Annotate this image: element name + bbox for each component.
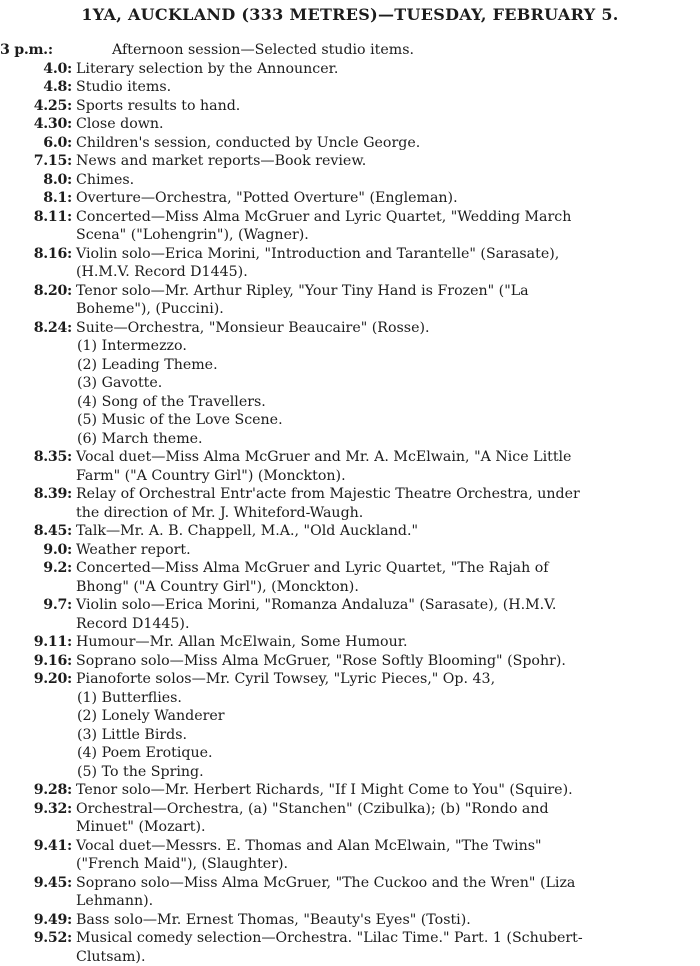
program-time: 9.49: [0, 911, 72, 930]
program-description: Concerted—Miss Alma McGruer and Lyric Quartet, "Wedding March [76, 208, 698, 227]
program-entry [0, 670, 700, 781]
program-line [0, 448, 700, 467]
program-description: (5) Music of the Love Scene. [77, 411, 698, 430]
program-description: Tenor solo—Mr. Arthur Ripley, "Your Tiny Hand is Frozen" ("La [76, 282, 698, 301]
program-schedule [0, 41, 700, 966]
program-entry [0, 134, 700, 153]
program-time: 3 p.m.: [0, 41, 53, 60]
program-description: Violin solo—Erica Morini, "Romanza Andaluza" (Sarasate), (H.M.V. [76, 596, 698, 615]
program-line [0, 800, 700, 819]
program-line [0, 263, 700, 282]
program-description: Relay of Orchestral Entr'acte from Majestic Theatre Orchestra, under [76, 485, 698, 504]
program-entry [0, 781, 700, 800]
program-entry [0, 929, 700, 966]
program-entry [0, 41, 700, 60]
program-description: Lehmann). [76, 892, 698, 911]
program-description: Record D1445). [76, 615, 698, 634]
program-entry [0, 633, 700, 652]
program-time: 4.0: [0, 60, 72, 79]
program-line [0, 670, 700, 689]
program-sub-item [0, 726, 700, 745]
program-line [0, 652, 700, 671]
program-description: News and market reports—Book review. [76, 152, 698, 171]
program-line [0, 948, 700, 966]
program-entry [0, 245, 700, 282]
program-description: Farm" ("A Country Girl") (Monckton). [76, 467, 698, 486]
program-description: (3) Gavotte. [77, 374, 698, 393]
program-line [0, 522, 700, 541]
program-line [0, 467, 700, 486]
program-entry [0, 78, 700, 97]
program-time: 8.0: [0, 171, 72, 190]
program-entry [0, 800, 700, 837]
program-description: Talk—Mr. A. B. Chappell, M.A., "Old Auckland." [76, 522, 698, 541]
program-description: Literary selection by the Announcer. [76, 60, 698, 79]
program-description: (H.M.V. Record D1445). [76, 263, 698, 282]
program-entry [0, 208, 700, 245]
program-entry [0, 596, 700, 633]
program-time: 7.15: [0, 152, 72, 171]
program-line [0, 596, 700, 615]
program-description: (6) March theme. [77, 430, 698, 449]
program-time: 8.39: [0, 485, 72, 504]
program-entry [0, 282, 700, 319]
program-sub-item [0, 337, 700, 356]
program-entry [0, 448, 700, 485]
program-description: (2) Leading Theme. [77, 356, 698, 375]
program-entry [0, 652, 700, 671]
program-description: Soprano solo—Miss Alma McGruer, "The Cuckoo and the Wren" (Liza [76, 874, 698, 893]
program-sub-item [0, 411, 700, 430]
program-line [0, 633, 700, 652]
program-description: Afternoon session—Selected studio items. [112, 41, 698, 60]
program-description: Bhong" ("A Country Girl"), (Monckton). [76, 578, 698, 597]
program-description: (4) Poem Erotique. [77, 744, 698, 763]
program-line [0, 578, 700, 597]
program-line [0, 300, 700, 319]
program-description: (1) Butterflies. [77, 689, 698, 708]
program-description: Bass solo—Mr. Ernest Thomas, "Beauty's Eyes" (Tosti). [76, 911, 698, 930]
program-line [0, 855, 700, 874]
program-time: 9.16: [0, 652, 72, 671]
program-time: 9.20: [0, 670, 72, 689]
program-line [0, 911, 700, 930]
program-time: 9.28: [0, 781, 72, 800]
program-entry [0, 189, 700, 208]
program-entry [0, 97, 700, 116]
program-time: 9.11: [0, 633, 72, 652]
program-sub-item [0, 689, 700, 708]
program-line [0, 60, 700, 79]
program-line [0, 615, 700, 634]
program-time: 9.52: [0, 929, 72, 948]
program-line [0, 134, 700, 153]
program-description: (5) To the Spring. [77, 763, 698, 782]
program-time: 6.0: [0, 134, 72, 153]
program-time: 8.1: [0, 189, 72, 208]
program-line [0, 152, 700, 171]
program-time: 9.0: [0, 541, 72, 560]
program-description: ("French Maid"), (Slaughter). [76, 855, 698, 874]
program-line [0, 781, 700, 800]
program-line [0, 97, 700, 116]
program-line [0, 189, 700, 208]
program-line [0, 226, 700, 245]
program-description: Minuet" (Mozart). [76, 818, 698, 837]
program-line [0, 208, 700, 227]
program-description: Suite—Orchestra, "Monsieur Beaucaire" (Rosse). [76, 319, 698, 338]
program-entry [0, 874, 700, 911]
program-description: Vocal duet—Messrs. E. Thomas and Alan McElwain, "The Twins" [76, 837, 698, 856]
program-entry [0, 171, 700, 190]
program-entry [0, 60, 700, 79]
program-sub-item [0, 356, 700, 375]
program-time: 4.30: [0, 115, 72, 134]
program-sub-item [0, 763, 700, 782]
program-sub-item [0, 430, 700, 449]
program-description: Soprano solo—Miss Alma McGruer, "Rose Softly Blooming" (Spohr). [76, 652, 698, 671]
program-time: 4.25: [0, 97, 72, 116]
program-sub-item [0, 707, 700, 726]
program-line [0, 837, 700, 856]
program-line [0, 78, 700, 97]
program-line [0, 892, 700, 911]
program-entry [0, 911, 700, 930]
program-entry [0, 541, 700, 560]
program-sub-item [0, 393, 700, 412]
program-time: 8.24: [0, 319, 72, 338]
program-description: Weather report. [76, 541, 698, 560]
program-line [0, 929, 700, 948]
program-time: 8.45: [0, 522, 72, 541]
program-description: Chimes. [76, 171, 698, 190]
program-description: Tenor solo—Mr. Herbert Richards, "If I Might Come to You" (Squire). [76, 781, 698, 800]
program-line [0, 559, 700, 578]
program-description: Scena" ("Lohengrin"), (Wagner). [76, 226, 698, 245]
program-entry [0, 115, 700, 134]
program-time: 9.7: [0, 596, 72, 615]
program-description: Vocal duet—Miss Alma McGruer and Mr. A. McElwain, "A Nice Little [76, 448, 698, 467]
program-description: Overture—Orchestra, "Potted Overture" (Engleman). [76, 189, 698, 208]
program-description: Studio items. [76, 78, 698, 97]
program-description: (1) Intermezzo. [77, 337, 698, 356]
program-entry [0, 837, 700, 874]
program-sub-item [0, 374, 700, 393]
program-description: Orchestral—Orchestra, (a) "Stanchen" (Czibulka); (b) "Rondo and [76, 800, 698, 819]
program-description: Close down. [76, 115, 698, 134]
program-time: 9.41: [0, 837, 72, 856]
program-line [0, 485, 700, 504]
program-line [0, 282, 700, 301]
program-time: 9.2: [0, 559, 72, 578]
program-line [0, 874, 700, 893]
program-line [0, 504, 700, 523]
program-entry [0, 559, 700, 596]
program-time: 4.8: [0, 78, 72, 97]
program-description: (4) Song of the Travellers. [77, 393, 698, 412]
program-time: 9.45: [0, 874, 72, 893]
program-description: Violin solo—Erica Morini, "Introduction and Tarantelle" (Sarasate), [76, 245, 698, 264]
program-description: Boheme"), (Puccini). [76, 300, 698, 319]
program-time: 8.20: [0, 282, 72, 301]
program-line [0, 171, 700, 190]
program-time: 8.11: [0, 208, 72, 227]
program-line [0, 319, 700, 338]
program-entry [0, 485, 700, 522]
program-description: Humour—Mr. Allan McElwain, Some Humour. [76, 633, 698, 652]
program-time: 9.32: [0, 800, 72, 819]
program-description: Musical comedy selection—Orchestra. "Lilac Time." Part. 1 (Schubert- [76, 929, 698, 948]
program-description: (3) Little Birds. [77, 726, 698, 745]
program-time: 8.16: [0, 245, 72, 264]
program-description: Pianoforte solos—Mr. Cyril Towsey, "Lyric Pieces," Op. 43, [76, 670, 698, 689]
program-description: Concerted—Miss Alma McGruer and Lyric Quartet, "The Rajah of [76, 559, 698, 578]
program-description: Clutsam). [76, 948, 698, 966]
program-description: Sports results to hand. [76, 97, 698, 116]
program-description: Children's session, conducted by Uncle George. [76, 134, 698, 153]
program-time: 8.35: [0, 448, 72, 467]
program-line [0, 541, 700, 560]
page-title: 1YA, AUCKLAND (333 METRES)—TUESDAY, FEBRUARY 5. [0, 5, 700, 24]
program-entry [0, 522, 700, 541]
program-sub-item [0, 744, 700, 763]
program-line [0, 818, 700, 837]
program-line [0, 115, 700, 134]
program-description: the direction of Mr. J. Whiteford-Waugh. [76, 504, 698, 523]
program-description: (2) Lonely Wanderer [77, 707, 698, 726]
program-entry [0, 152, 700, 171]
program-line [0, 41, 700, 60]
program-entry [0, 319, 700, 449]
program-line [0, 245, 700, 264]
